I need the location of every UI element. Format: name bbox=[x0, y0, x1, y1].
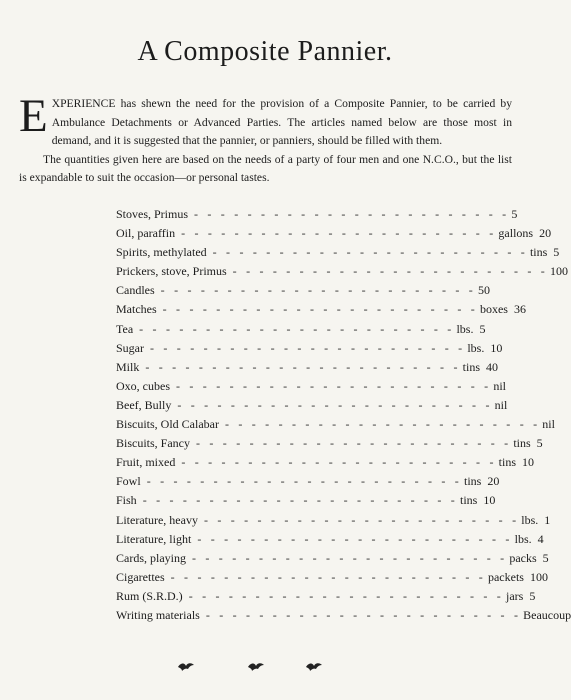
item-name: Rum (S.R.D.) bbox=[116, 588, 183, 603]
dot-leader: - - - - - - - - - - - - - - - - - - - - - - - - bbox=[181, 455, 497, 470]
intro-text bbox=[19, 90, 512, 188]
dot-leader: - - - - - - - - - - - - - - - - - - - - - - - - bbox=[205, 607, 522, 622]
item-quantity: lbs. 10 bbox=[467, 340, 503, 355]
dot-leader: - - - - - - - - - - - - - - - - - - - - - - - - bbox=[176, 378, 492, 393]
intro-paragraph-2: The quantities given here are based on the needs of a party of four men and one N.C.O., but the list is expandable to suit the occasion—or personal tastes. bbox=[19, 152, 512, 184]
item-quantity: tins 40 bbox=[462, 359, 498, 374]
list-item bbox=[116, 530, 544, 549]
item-name: Beef, Bully bbox=[116, 397, 172, 412]
list-item bbox=[116, 415, 555, 434]
dot-leader: - - - - - - - - - - - - - - - - - - - - - - - - bbox=[181, 226, 497, 241]
item-name: Literature, light bbox=[116, 531, 192, 546]
list-item bbox=[116, 434, 543, 453]
item-quantity: 100 bbox=[549, 264, 568, 279]
item-quantity: packets 100 bbox=[487, 569, 548, 584]
dot-leader: - - - - - - - - - - - - - - - - - - - - - - - - bbox=[203, 512, 520, 527]
list-item bbox=[116, 568, 548, 587]
item-name: Stoves, Primus bbox=[116, 207, 189, 221]
list-item bbox=[116, 377, 506, 396]
item-quantity: tins 20 bbox=[464, 474, 500, 489]
list-item bbox=[116, 205, 518, 224]
item-name: Biscuits, Fancy bbox=[116, 436, 190, 451]
item-name: Fowl bbox=[116, 474, 141, 489]
item-quantity: nil bbox=[494, 397, 508, 412]
dot-leader: - - - - - - - - - - - - - - - - - - - - - - - - bbox=[146, 474, 462, 489]
dot-leader: - - - - - - - - - - - - - - - - - - - - - - - - bbox=[192, 550, 508, 565]
item-name: Milk bbox=[116, 359, 140, 374]
list-item bbox=[116, 224, 552, 243]
item-quantity: tins 5 bbox=[529, 245, 560, 260]
item-name: Tea bbox=[116, 321, 134, 336]
list-item bbox=[116, 396, 508, 415]
dot-leader: - - - - - - - - - - - - - - - - - - - - - - - - bbox=[145, 359, 461, 374]
item-name: Cigarettes bbox=[116, 569, 165, 584]
list-item bbox=[116, 358, 498, 377]
dot-leader: - - - - - - - - - - - - - - - - - - - - - - - - bbox=[212, 245, 528, 260]
item-quantity: tins 10 bbox=[498, 455, 534, 470]
dot-leader: - - - - - - - - - - - - - - - - - - - - - - - - bbox=[162, 302, 478, 317]
list-item bbox=[116, 320, 486, 339]
dot-leader: - - - - - - - - - - - - - - - - - - - - - - - - bbox=[194, 207, 510, 221]
list-item bbox=[116, 453, 534, 472]
item-quantity: Beaucoup bbox=[523, 607, 571, 622]
item-quantity: 5 bbox=[511, 207, 518, 221]
item-quantity: boxes 36 bbox=[479, 302, 526, 317]
list-item bbox=[116, 472, 500, 491]
item-quantity: lbs. 5 bbox=[456, 321, 486, 336]
dot-leader: - - - - - - - - - - - - - - - - - - - - - - - - bbox=[188, 588, 504, 603]
list-item bbox=[116, 281, 490, 300]
item-name: Fruit, mixed bbox=[116, 455, 176, 470]
dot-leader: - - - - - - - - - - - - - - - - - - - - - - - - bbox=[177, 397, 493, 412]
dot-leader: - - - - - - - - - - - - - - - - - - - - - - - - bbox=[196, 436, 512, 451]
item-quantity: packs 5 bbox=[509, 550, 549, 565]
item-quantity: nil bbox=[542, 417, 555, 432]
list-item bbox=[116, 339, 503, 358]
item-quantity: 50 bbox=[477, 283, 490, 298]
list-item bbox=[116, 491, 496, 510]
drop-cap: E bbox=[19, 90, 48, 142]
item-list bbox=[116, 205, 571, 625]
dot-leader: - - - - - - - - - - - - - - - - - - - - - - - - bbox=[150, 340, 466, 355]
dot-leader: - - - - - - - - - - - - - - - - - - - - - - - - bbox=[142, 493, 458, 508]
dot-leader: - - - - - - - - - - - - - - - - - - - - - - - - bbox=[139, 321, 455, 336]
list-item bbox=[116, 300, 526, 319]
intro-paragraph-1 bbox=[19, 90, 512, 151]
dot-leader: - - - - - - - - - - - - - - - - - - - - - - - - bbox=[160, 283, 476, 298]
item-name: Oxo, cubes bbox=[116, 378, 170, 393]
item-name: Spirits, methylated bbox=[116, 245, 207, 260]
item-name: Writing materials bbox=[116, 607, 200, 622]
fleuron-icon bbox=[246, 660, 266, 674]
item-name: Matches bbox=[116, 302, 157, 317]
ornament-row bbox=[0, 660, 530, 674]
item-name: Oil, paraffin bbox=[116, 226, 176, 241]
page-title: A Composite Pannier. bbox=[137, 36, 393, 67]
list-item bbox=[116, 511, 551, 530]
fleuron-icon bbox=[176, 660, 196, 674]
list-item bbox=[116, 243, 560, 262]
item-quantity: tins 10 bbox=[460, 493, 496, 508]
item-quantity: lbs. 1 bbox=[521, 512, 551, 527]
list-item bbox=[116, 549, 549, 568]
item-quantity: lbs. 4 bbox=[514, 531, 544, 546]
list-item bbox=[116, 262, 568, 281]
item-quantity: nil bbox=[493, 378, 506, 393]
intro-paragraph-1-text: XPERIENCE has shewn the need for the provision of a Composite Pannier, to be carried by Ambulance Detachments or Advanced Parties. The articles named below are those most in demand, and it is suggested that the pannier, or panniers, should be filled with them. bbox=[51, 97, 512, 147]
item-name: Literature, heavy bbox=[116, 512, 198, 527]
item-quantity: jars 5 bbox=[506, 588, 536, 603]
item-quantity: tins 5 bbox=[513, 436, 543, 451]
fleuron-icon bbox=[304, 660, 324, 674]
item-name: Fish bbox=[116, 493, 137, 508]
dot-leader: - - - - - - - - - - - - - - - - - - - - - - - - bbox=[170, 569, 486, 584]
item-name: Candles bbox=[116, 283, 155, 298]
dot-leader: - - - - - - - - - - - - - - - - - - - - - - - - bbox=[224, 417, 541, 432]
item-quantity: gallons 20 bbox=[498, 226, 552, 241]
dot-leader: - - - - - - - - - - - - - - - - - - - - - - - - bbox=[197, 531, 513, 546]
item-name: Prickers, stove, Primus bbox=[116, 264, 227, 279]
item-name: Biscuits, Old Calabar bbox=[116, 417, 219, 432]
list-item bbox=[116, 606, 571, 625]
dot-leader: - - - - - - - - - - - - - - - - - - - - - - - - bbox=[232, 264, 548, 279]
list-item bbox=[116, 587, 536, 606]
item-name: Cards, playing bbox=[116, 550, 186, 565]
item-name: Sugar bbox=[116, 340, 144, 355]
